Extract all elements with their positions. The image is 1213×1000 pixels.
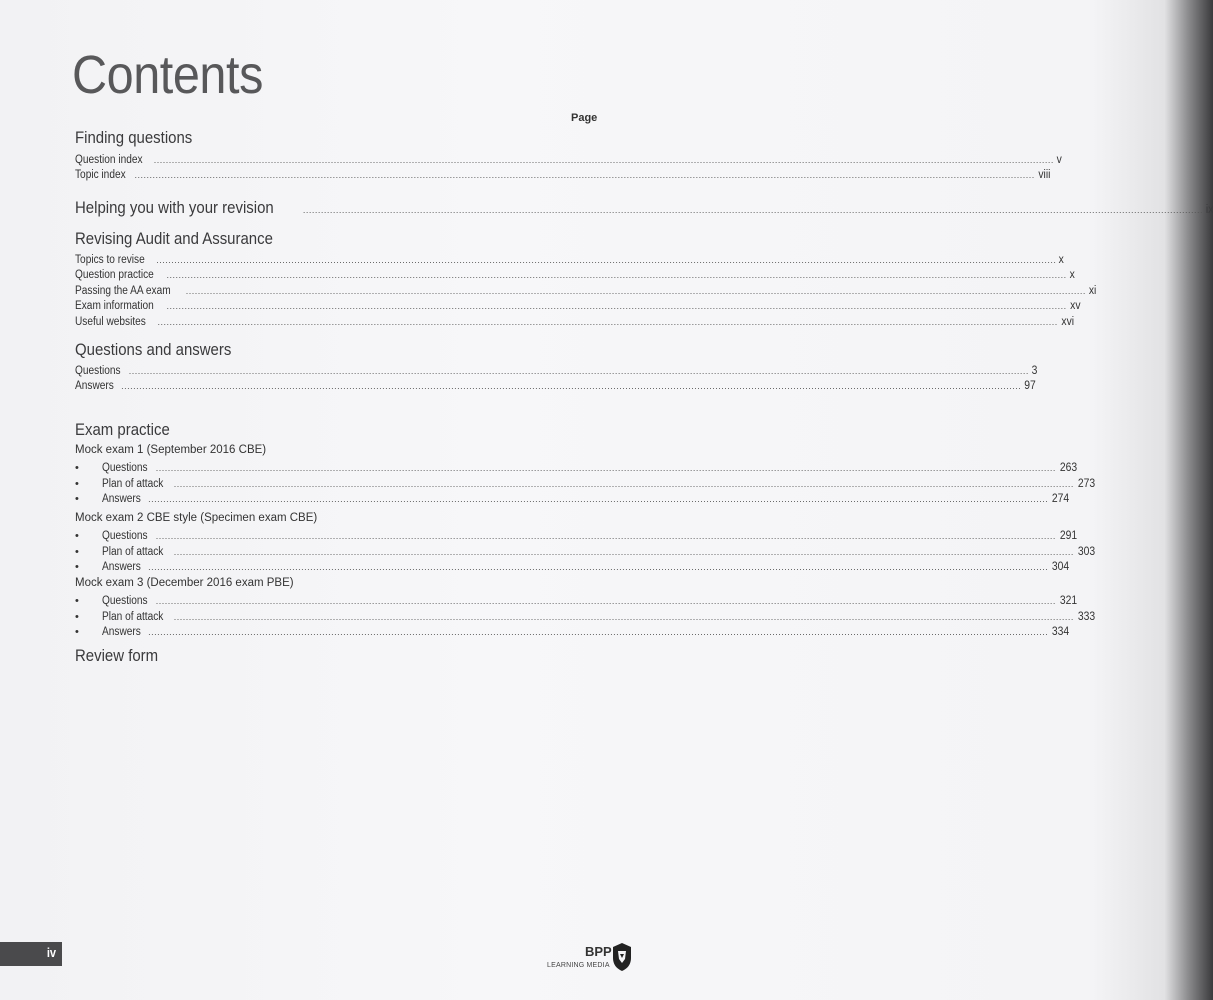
dot-leader: ............................................................................................................................................................................................................................................................................................................ [302,205,1203,215]
entry-label: Topics to revise [75,254,145,266]
entry-page: 3 [1031,365,1038,377]
entry-label: Plan of attack [102,545,164,558]
entry-label: Answers [102,626,141,638]
entry-label: Questions [102,595,148,607]
bullet-icon: • [75,595,79,607]
dot-leader: ............................................................................................................................................................................................................................................................................................................ [157,317,1058,327]
toc-entry [75,299,1081,313]
entry-label: Question practice [75,269,154,281]
entry-page: 334 [1052,626,1070,638]
toc-entry [75,594,1078,608]
bullet-icon: • [75,610,79,623]
section-heading: Exam practice [75,420,170,439]
section-heading: Helping you with your revision [75,198,274,217]
dot-leader: ............................................................................................................................................................................................................................................................................................................ [173,611,1074,622]
toc-entry [75,168,1051,182]
entry-page: 333 [1077,610,1096,623]
publisher-logo [545,942,635,974]
entry-page: xi [1088,285,1097,297]
dot-leader: ............................................................................................................................................................................................................................................................................................................ [128,366,1029,376]
toc-entry [75,477,1096,491]
group-label: Mock exam 3 (December 2016 exam PBE) [75,577,294,589]
entry-page: 97 [1024,380,1037,392]
dot-leader: ............................................................................................................................................................................................................................................................................................................ [156,255,1057,265]
page-number-tab [0,942,62,966]
toc-entry [75,625,1070,639]
entry-label: Questions [75,365,121,377]
toc-entry [75,284,1097,298]
toc-entry [75,315,1074,329]
entry-label: Answers [75,380,114,392]
dot-leader: ............................................................................................................................................................................................................................................................................................................ [153,155,1054,165]
toc-entry [75,545,1096,559]
bullet-icon: • [75,477,79,490]
entry-page: 291 [1059,530,1078,542]
entry-label: Answers [102,561,141,573]
dot-leader: ............................................................................................................................................................................................................................................................................................................ [185,286,1086,296]
entry-page: 273 [1077,477,1096,490]
bullet-icon: • [75,626,79,638]
entry-label: Plan of attack [102,477,164,490]
toc-entry [75,560,1070,574]
dot-leader: ............................................................................................................................................................................................................................................................................................................ [166,270,1067,280]
entry-label: Topic index [75,169,126,181]
dot-leader: ............................................................................................................................................................................................................................................................................................................ [173,546,1074,557]
bullet-icon: • [75,561,79,573]
entry-label: Exam information [75,300,154,312]
entry-page: v [1056,154,1062,166]
page-number: iv [46,945,57,960]
entry-label: Question index [75,154,143,166]
toc-entry [75,268,1075,282]
dot-leader: ............................................................................................................................................................................................................................................................................................................ [148,627,1049,637]
dot-leader: ............................................................................................................................................................................................................................................................................................................ [148,494,1049,504]
toc-entry [75,492,1070,506]
entry-page: 263 [1059,462,1078,474]
section-heading: Revising Audit and Assurance [75,229,273,248]
entry-page: viii [1038,169,1051,181]
entry-page: x [1069,269,1075,281]
publisher-name: BPP [585,944,612,959]
entry-label: Plan of attack [102,610,164,623]
entry-label: Questions [102,462,148,474]
dot-leader: ............................................................................................................................................................................................................................................................................................................ [166,301,1067,311]
section-heading: Questions and answers [75,340,232,359]
dot-leader: ............................................................................................................................................................................................................................................................................................................ [134,170,1035,180]
entry-page: x [1058,254,1065,266]
bullet-icon: • [75,530,79,542]
entry-page: 304 [1052,561,1070,573]
page-column-heading: Page [571,112,598,124]
publisher-subtitle: LEARNING MEDIA [547,962,610,969]
bullet-icon: • [75,493,79,505]
toc-entry [75,610,1096,624]
entry-page: xv [1069,300,1081,312]
bullet-icon: • [75,545,79,558]
dot-leader: ............................................................................................................................................................................................................................................................................................................ [148,562,1049,572]
dot-leader: ............................................................................................................................................................................................................................................................................................................ [155,463,1056,473]
toc-entry [75,461,1078,475]
toc-entry-heading [75,198,1213,220]
entry-page: xvi [1061,316,1074,328]
entry-page: ix [1205,204,1213,216]
dot-leader: ............................................................................................................................................................................................................................................................................................................ [121,381,1022,391]
bullet-icon: • [75,462,79,474]
entry-page: 303 [1077,545,1096,558]
entry-page: 274 [1052,493,1070,505]
page-title: Contents [72,45,263,105]
dot-leader: ............................................................................................................................................................................................................................................................................................................ [155,531,1056,541]
group-label: Mock exam 1 (September 2016 CBE) [75,444,267,456]
dot-leader: ............................................................................................................................................................................................................................................................................................................ [173,478,1074,489]
section-heading: Review form [75,646,159,665]
lion-shield-icon [611,942,633,972]
entry-label: Passing the AA exam [75,285,171,297]
group-label: Mock exam 2 CBE style (Specimen exam CBE) [75,512,318,524]
toc-entry [75,153,1062,167]
entry-label: Useful websites [75,316,146,328]
toc-entry [75,253,1065,267]
dot-leader: ............................................................................................................................................................................................................................................................................................................ [155,596,1056,606]
entry-label: Answers [102,493,141,505]
toc-entry [75,379,1037,393]
entry-page: 321 [1059,595,1078,607]
section-heading: Finding questions [75,128,193,147]
toc-entry [75,529,1078,543]
toc-entry [75,364,1038,378]
entry-label: Questions [102,530,148,542]
